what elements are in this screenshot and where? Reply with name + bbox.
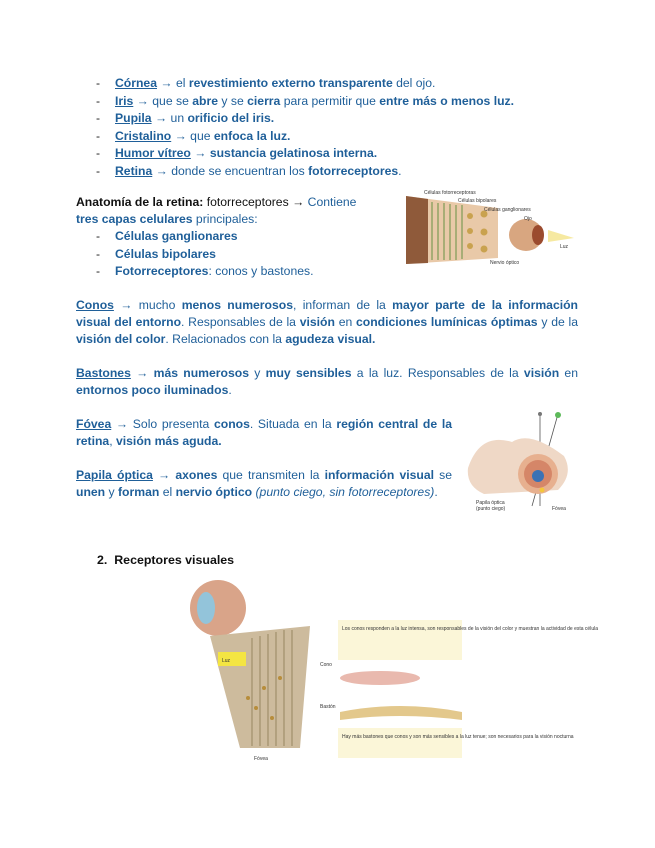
retina-contiene: Contiene <box>307 195 357 209</box>
fig-label-cono: Cono <box>320 662 332 668</box>
bastones-b4: entornos poco iluminados <box>76 383 229 397</box>
conos-p3: . Responsables de la <box>181 315 300 329</box>
conos-p1: → mucho <box>113 298 182 312</box>
conos-b5: visión del color <box>76 332 166 346</box>
fig-label-bip: Células bipolares <box>458 198 497 204</box>
conos-b6: agudeza visual. <box>285 332 376 346</box>
retina-block <box>76 194 392 228</box>
eye-part-term: Pupila <box>115 111 152 126</box>
papila-p5: el <box>159 485 176 499</box>
eye-part-term: Retina <box>115 163 153 178</box>
papila-b2: información visual <box>324 468 434 482</box>
eye-part-text: orificio del iris. <box>187 111 275 126</box>
conos-p2: , informan de la <box>293 298 393 312</box>
conos-b3: visión <box>299 315 335 329</box>
fovea-b1: conos <box>213 417 250 431</box>
eye-part-term: Humor vítreo <box>115 146 191 161</box>
papila-paragraph <box>76 467 452 501</box>
eye-part-text: → un <box>151 111 188 126</box>
conos-b4: condiciones lumínicas óptimas <box>356 315 538 329</box>
papila-italic: (punto ciego, sin fotorreceptores) <box>255 485 435 499</box>
eye-part-item <box>115 163 615 181</box>
eye-part-item <box>115 75 615 93</box>
eye-part-text: cierra <box>247 93 281 108</box>
layer-foto-rest: : conos y bastones. <box>208 264 314 279</box>
papila-b3: unen <box>76 485 106 499</box>
eye-part-text: y se <box>218 93 248 108</box>
papila-p7: . <box>434 485 438 499</box>
eye-part-text: . <box>398 163 402 178</box>
retina-heading: Anatomía de la retina: <box>76 195 204 209</box>
eye-part-text: para permitir que <box>280 93 380 108</box>
eye-fundus-figure <box>462 408 580 516</box>
fig-note-bottom: Hay más bastones que conos y son más sensibles a la luz tenue; son necesarios para la visión nocturna <box>342 734 574 740</box>
bastones-p3: a la luz. Responsables de la <box>351 366 524 380</box>
papila-term: Papila óptica <box>76 468 153 482</box>
eye-part-item <box>115 110 615 128</box>
eye-part-term: Iris <box>115 93 134 108</box>
conos-term: Conos <box>76 298 114 312</box>
eye-part-text: → el <box>157 76 189 90</box>
fovea-paragraph <box>76 416 452 450</box>
fig-note-top: Los conos responden a la luz intensa, son responsables de la visión del color y muestran la actividad de esta célula <box>342 626 598 632</box>
conos-p6: . Relacionados con la <box>165 332 286 346</box>
eye-part-text: sustancia gelatinosa interna. <box>209 146 378 161</box>
retina-layer-item <box>115 228 395 246</box>
fig-label-luz: Luz <box>560 244 569 250</box>
papila-p1: → <box>152 468 176 482</box>
bastones-b2: muy sensibles <box>265 366 352 380</box>
bastones-b1: más numerosos <box>153 366 249 380</box>
fig-label-luz: Luz <box>222 658 231 664</box>
retina-layer-item <box>115 263 395 281</box>
eye-part-text: → que <box>171 128 214 143</box>
eye-part-text: abre <box>192 93 218 108</box>
layer-ganglionares: Células ganglionares <box>115 229 238 243</box>
eye-part-text: → que se <box>133 93 193 108</box>
eye-part-text: revestimiento externo transparente <box>188 76 393 90</box>
fig-label-papila: Papila óptica <box>476 500 505 506</box>
fig-label-ojo: Ojo <box>524 216 532 222</box>
fovea-b2: región central de la retina <box>76 417 452 448</box>
bastones-p2: y <box>248 366 266 380</box>
bastones-p5: . <box>228 383 232 397</box>
papila-b4: forman <box>118 485 160 499</box>
conos-p5: y de la <box>537 315 578 329</box>
retina-layer-item <box>115 246 395 264</box>
papila-b5: nervio óptico <box>175 485 253 499</box>
retina-layers-block <box>115 228 395 281</box>
eye-part-text: → <box>190 146 210 161</box>
eye-part-term: Cristalino <box>115 128 172 143</box>
eye-part-text: → donde se encuentran los <box>152 163 309 178</box>
papila-p3: se <box>434 468 452 482</box>
section-number: 2. <box>97 553 108 567</box>
fovea-p2: . Situada en la <box>249 417 337 431</box>
eye-part-item <box>115 145 615 163</box>
bastones-paragraph <box>76 365 578 399</box>
eye-part-text: entre más o menos luz. <box>379 93 515 108</box>
fig-label-nervio: Nervio óptico <box>490 260 520 266</box>
eye-part-term: Córnea <box>115 76 157 90</box>
layer-fotorreceptores: Fotorreceptores <box>115 264 209 279</box>
retina-principales: principales: <box>192 212 258 226</box>
fig-label-punto: (punto ciego) <box>476 506 506 512</box>
bastones-term: Bastones <box>76 366 131 380</box>
conos-paragraph <box>76 297 578 348</box>
eye-part-item <box>115 93 615 111</box>
eye-part-item <box>115 128 615 146</box>
bastones-p1: → <box>130 366 154 380</box>
section-title: Receptores visuales <box>114 553 235 567</box>
fig-label-footer: Fóvea <box>254 756 268 762</box>
bastones-b3: visión <box>523 366 560 380</box>
conos-b2: mayor parte de la información visual del entorno <box>76 298 579 329</box>
conos-b1: menos numerosos <box>181 298 293 312</box>
papila-p2: que transmiten la <box>217 468 325 482</box>
eye-parts-list <box>115 75 615 181</box>
papila-p4: y <box>105 485 118 499</box>
retina-layers-figure <box>398 186 576 266</box>
layer-bipolares: Células bipolares <box>115 246 216 261</box>
eye-part-text: enfoca la luz. <box>213 128 291 143</box>
fovea-p1: → Solo presenta <box>111 417 214 431</box>
eye-part-text: fotorreceptores <box>308 163 399 178</box>
fig-label-foto: Células fotorreceptoras <box>424 190 476 196</box>
fovea-p3: , <box>109 434 116 448</box>
bastones-p4: en <box>559 366 578 380</box>
fig-label-baston: Bastón <box>320 704 336 710</box>
conos-p4: en <box>334 315 357 329</box>
eye-parts-block <box>115 75 615 181</box>
eye-part-text: del ojo. <box>392 76 436 90</box>
retina-tres: tres capas celulares <box>76 212 193 226</box>
section-2-heading <box>97 553 234 567</box>
fovea-b3: visión más aguda. <box>115 434 222 448</box>
receptors-figure <box>190 578 598 764</box>
retina-intro: fotorreceptores → <box>203 195 308 209</box>
fig-label-fovea: Fóvea <box>552 506 566 512</box>
fovea-term: Fóvea <box>76 417 112 431</box>
papila-b1: axones <box>175 468 218 482</box>
fig-label-gang: Células ganglionares <box>484 207 531 213</box>
